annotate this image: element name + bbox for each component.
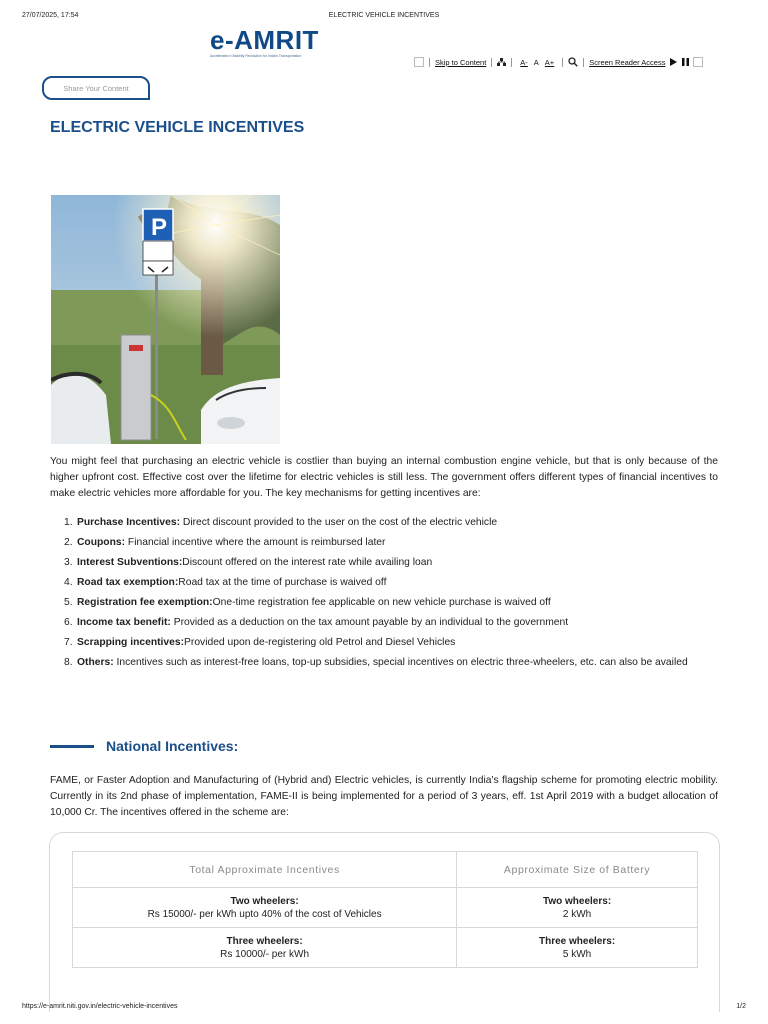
ev-charging-photo [51, 195, 280, 444]
divider [562, 58, 563, 67]
list-text [77, 535, 700, 551]
incentive-term: Purchase Incentives: [77, 517, 181, 528]
sitemap-icon[interactable] [497, 58, 506, 66]
list-text [77, 555, 700, 571]
cell-label: Two wheelers: [542, 895, 612, 907]
list-number: 6. [64, 617, 73, 628]
national-incentives-section-heading [50, 738, 238, 754]
parking-sign-letter: P [151, 214, 168, 241]
incentive-description: Road tax at the time of purchase is waived off [178, 577, 387, 588]
list-number: 8. [64, 657, 73, 668]
cell-value: 2 kWh [562, 908, 592, 920]
font-decrease-button[interactable]: A- [520, 57, 528, 67]
incentive-term: Coupons: [77, 537, 126, 548]
incentive-term: Road tax exemption: [77, 577, 179, 588]
cell-value: 5 kWh [562, 948, 592, 960]
incentive-term: Scrapping incentives: [77, 637, 185, 648]
list-item [50, 635, 700, 651]
list-text [77, 595, 700, 611]
incentive-description: Provided as a deduction on the tax amount payable by an individual to the government [170, 617, 569, 628]
incentive-description: Discount offered on the interest rate while availing loan [182, 557, 433, 568]
table-cell [73, 928, 457, 968]
cell-label: Three wheelers: [226, 935, 303, 947]
checkbox-icon[interactable] [414, 57, 424, 67]
list-item [50, 535, 700, 551]
list-text [77, 615, 700, 631]
cell-label: Two wheelers: [230, 895, 299, 907]
list-number: 3. [64, 557, 73, 568]
incentive-mechanisms-list [50, 515, 700, 675]
search-icon[interactable] [568, 57, 578, 67]
intro-paragraph: You might feel that purchasing an electric vehicle is costlier than buying an internal combustion engine vehicle, but that is only because of the higher upfront cost. Effective cost over the lifetime for electric vehicles is still less. The government offers different types of financial incentives to make electric vehicles more affordable for you. The key mechanisms for getting incentives are: [50, 456, 718, 499]
checkbox-icon[interactable] [693, 57, 703, 67]
accessibility-bar [414, 56, 703, 68]
font-normal-button[interactable]: A [533, 57, 539, 67]
list-item [50, 515, 700, 531]
fame-paragraph: FAME, or Faster Adoption and Manufacturing of (Hybrid and) Electric vehicles, is currently India's flagship scheme for promoting electric mobility. Currently in its 2nd phase of implementation, FAME-II is being implemented for a period of 3 years, eff. 1st April 2019 with a budget allocation of 10,000 Cr. The incentives offered in the scheme are: [50, 775, 718, 818]
incentive-description: Direct discount provided to the user on the cost of the electric vehicle [180, 517, 498, 528]
divider [583, 58, 584, 67]
incentive-term: Registration fee exemption: [77, 597, 213, 608]
table-row [73, 928, 698, 968]
list-text [77, 575, 700, 591]
list-number: 4. [64, 577, 73, 588]
font-increase-button[interactable]: A+ [544, 57, 555, 67]
incentive-term: Interest Subventions: [77, 557, 183, 568]
logo-wordmark: e-AMRIT [210, 25, 319, 55]
table-cell [73, 888, 457, 928]
incentive-description: Financial incentive where the amount is reimbursed later [125, 537, 386, 548]
play-icon[interactable] [670, 58, 677, 66]
list-item [50, 655, 700, 671]
pause-icon[interactable] [682, 58, 689, 66]
skip-to-content-link[interactable]: Skip to Content [435, 57, 487, 67]
table-header: Approximate Size of Battery [457, 852, 698, 888]
print-page-number: 1/2 [736, 1003, 746, 1010]
cell-value: Rs 10000/- per kWh [220, 948, 310, 960]
list-number: 7. [64, 637, 73, 648]
list-item [50, 555, 700, 571]
list-item [50, 595, 700, 611]
print-datetime: 27/07/2025, 17:54 [22, 12, 79, 19]
heading-accent-bar [50, 745, 94, 748]
list-number: 2. [64, 537, 73, 548]
table-header: Total Approximate Incentives [73, 852, 457, 888]
list-text [77, 515, 700, 531]
incentive-table [72, 851, 698, 968]
list-number: 1. [64, 517, 73, 528]
logo-tagline: Accelerated e-Mobility Revolution for India's Transportation [210, 54, 302, 58]
list-item [50, 575, 700, 591]
list-number: 5. [64, 597, 73, 608]
table-row [73, 888, 698, 928]
divider [429, 58, 430, 67]
incentive-term: Others: [77, 657, 114, 668]
list-item [50, 615, 700, 631]
incentive-term: Income tax benefit: [77, 617, 171, 628]
national-incentives-heading: National Incentives: [106, 738, 239, 754]
print-url: https://e-amrit.niti.gov.in/electric-vehicle-incentives [22, 1003, 178, 1010]
table-cell [457, 888, 698, 928]
list-text [77, 655, 700, 671]
page-title: ELECTRIC VEHICLE INCENTIVES [50, 119, 305, 136]
incentive-description: One-time registration fee applicable on new vehicle purchase is waived off [212, 597, 551, 608]
incentive-description: Provided upon de-registering old Petrol and Diesel Vehicles [184, 637, 456, 648]
screen-reader-access-link[interactable]: Screen Reader Access [589, 57, 666, 67]
cell-value: Rs 15000/- per kWh upto 40% of the cost of Vehicles [147, 908, 382, 920]
print-header [0, 12, 768, 24]
list-text [77, 635, 700, 651]
print-title: ELECTRIC VEHICLE INCENTIVES [328, 12, 440, 19]
divider [511, 58, 512, 67]
table-cell [457, 928, 698, 968]
e-amrit-logo[interactable] [210, 27, 334, 57]
share-your-content-button[interactable]: Share Your Content [42, 76, 150, 100]
cell-label: Three wheelers: [539, 935, 616, 947]
incentive-description: Incentives such as interest-free loans, top-up subsidies, special incentives on electric three-wheelers, etc. can also be availed [113, 657, 688, 668]
divider [491, 58, 492, 67]
